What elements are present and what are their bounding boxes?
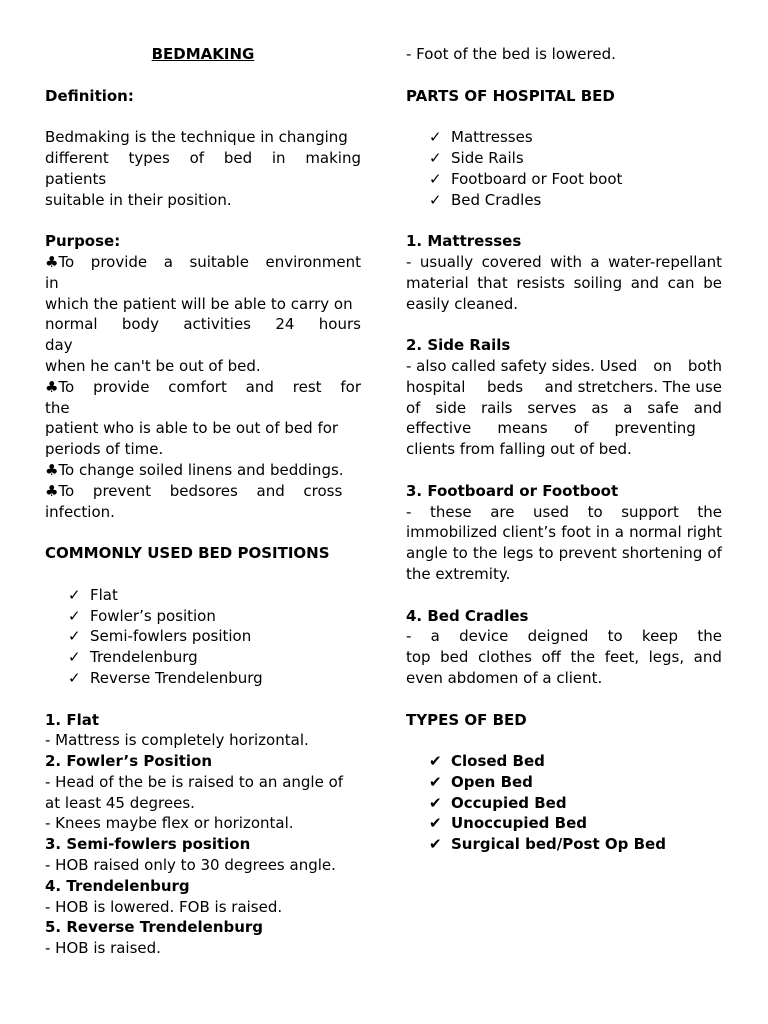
word: and	[693, 648, 722, 667]
text-line: which the patient will be able to carry on	[45, 294, 353, 313]
part-text	[406, 647, 722, 668]
word: legs,	[648, 648, 685, 667]
word: 24	[275, 315, 295, 334]
checklist-item	[45, 585, 361, 606]
word: both	[687, 356, 722, 375]
word: hours	[318, 315, 361, 334]
check-icon: ✓	[429, 148, 442, 167]
word: hospital	[406, 377, 466, 396]
foot-lowered-line: - Foot of the bed is lowered.	[406, 45, 616, 63]
word: top	[406, 648, 431, 667]
checklist-label: Semi-fowlers position	[90, 627, 252, 646]
word: normal	[45, 315, 98, 334]
check-icon: ✔	[429, 752, 442, 771]
checklist-item	[45, 606, 361, 627]
word: foot	[561, 523, 591, 542]
document-title: BEDMAKING	[151, 45, 255, 63]
position-text: - Mattress is completely horizontal.	[45, 731, 309, 750]
word: -	[406, 627, 412, 646]
word: the	[697, 502, 722, 521]
word: provide	[93, 377, 150, 396]
check-icon: ✓	[68, 585, 81, 604]
check-icon: ✓	[429, 128, 442, 147]
text-line: in	[45, 273, 59, 292]
word: types	[128, 148, 170, 167]
checklist-item	[406, 813, 722, 834]
part-details	[406, 231, 722, 709]
checklist-label: Fowler’s position	[90, 606, 216, 625]
word: bed	[223, 148, 253, 167]
word: activities	[183, 315, 251, 334]
word: normal	[629, 523, 682, 542]
word: off	[541, 648, 562, 667]
part-heading: 3. Footboard or Footboot	[406, 481, 619, 500]
word: and stretchers. The use	[544, 377, 722, 396]
word: shortening	[621, 544, 703, 563]
word: to	[587, 502, 603, 521]
part-heading: 1. Mattresses	[406, 232, 522, 251]
check-icon: ✓	[68, 648, 81, 667]
word: that	[477, 273, 508, 292]
text-line: the	[45, 398, 70, 417]
checklist-label: Trendelenburg	[90, 648, 198, 667]
word: body	[121, 315, 160, 334]
checklist-item	[406, 169, 722, 190]
word: with	[550, 252, 582, 271]
word: ♣To	[45, 252, 75, 271]
definition-text	[45, 127, 361, 210]
types-checklist	[406, 751, 722, 855]
position-heading: 5. Reverse Trendelenburg	[45, 918, 264, 937]
word: rest	[292, 377, 322, 396]
text-line: periods of time.	[45, 440, 164, 459]
word: material	[406, 273, 469, 292]
check-icon: ✔	[429, 772, 442, 791]
check-icon: ✔	[429, 814, 442, 833]
part-heading: 4. Bed Cradles	[406, 606, 529, 625]
word: and	[630, 273, 659, 292]
right-column	[406, 44, 722, 855]
word: safe	[647, 398, 679, 417]
text-line: patient who is able to be out of bed for	[45, 419, 339, 438]
checklist-item	[406, 793, 722, 814]
word: feet,	[604, 648, 640, 667]
position-details	[45, 710, 361, 960]
text-line: patients	[45, 169, 107, 188]
word: means	[497, 419, 548, 438]
part-heading: 2. Side Rails	[406, 336, 511, 355]
check-icon: ✓	[68, 668, 81, 687]
word: prevent	[92, 481, 152, 500]
word: used	[533, 502, 570, 521]
checklist-label: Bed Cradles	[451, 190, 542, 209]
checklist-item	[406, 148, 722, 169]
position-text: at least 45 degrees.	[45, 793, 195, 812]
check-icon: ✓	[68, 606, 81, 625]
checklist-label: Mattresses	[451, 128, 533, 147]
types-heading: TYPES OF BED	[406, 710, 527, 729]
word: -	[406, 502, 412, 521]
word: side	[435, 398, 467, 417]
word: usually	[419, 252, 474, 271]
checklist-label: Open Bed	[451, 772, 533, 791]
word: ♣To	[45, 377, 75, 396]
word: a	[430, 627, 440, 646]
position-heading: 4. Trendelenburg	[45, 876, 190, 895]
text-line	[45, 252, 361, 273]
word: resists	[516, 273, 565, 292]
word: - also called safety sides. Used	[406, 356, 638, 375]
position-heading: 2. Fowler’s Position	[45, 752, 213, 771]
checklist-item	[406, 772, 722, 793]
check-icon: ✓	[68, 627, 81, 646]
word: in	[595, 523, 610, 542]
part-text	[406, 626, 722, 647]
positions-checklist	[45, 585, 361, 689]
word: of	[406, 398, 421, 417]
word: on	[653, 356, 672, 375]
checklist-item	[406, 190, 722, 211]
part-text	[406, 356, 722, 377]
text-line: infection.	[45, 502, 115, 521]
position-heading: 3. Semi-fowlers position	[45, 835, 251, 854]
word: client’s	[502, 523, 557, 542]
word: soiling	[573, 273, 623, 292]
word: a	[623, 398, 633, 417]
word: different	[45, 148, 109, 167]
word: legs	[502, 544, 534, 563]
checklist-label: Closed Bed	[451, 752, 545, 771]
word: to	[538, 544, 554, 563]
word: suitable	[189, 252, 249, 271]
text-line: when he can't be out of bed.	[45, 356, 261, 375]
word: a	[590, 252, 600, 271]
text-line: day	[45, 336, 73, 355]
positions-heading: COMMONLY USED BED POSITIONS	[45, 544, 330, 563]
checklist-item	[45, 626, 361, 647]
left-column	[45, 44, 361, 959]
word: for	[340, 377, 361, 396]
part-text	[406, 543, 722, 564]
word: keep	[641, 627, 679, 646]
checklist-item	[45, 647, 361, 668]
word: these	[429, 502, 472, 521]
part-text	[406, 377, 722, 398]
word: cross	[303, 481, 343, 500]
word: -	[406, 252, 412, 271]
purpose-text	[45, 252, 361, 522]
word: provide	[90, 252, 148, 271]
word: and	[256, 481, 285, 500]
word: ♣To	[45, 481, 75, 500]
checklist-item	[45, 668, 361, 689]
part-text	[406, 502, 722, 523]
word: water-repellant	[608, 252, 722, 271]
position-text: - HOB is raised.	[45, 939, 161, 958]
word: rails	[480, 398, 513, 417]
word: a	[163, 252, 173, 271]
word: immobilized	[406, 523, 498, 542]
word: the	[472, 544, 498, 563]
text-line	[45, 314, 361, 335]
word: covered	[481, 252, 542, 271]
text-line: suitable in their position.	[45, 190, 232, 209]
position-text: - HOB raised only to 30 degrees angle.	[45, 856, 336, 875]
part-text	[406, 418, 722, 439]
word: of	[573, 419, 589, 438]
word: serves	[527, 398, 577, 417]
word: in	[271, 148, 286, 167]
word: deigned	[527, 627, 589, 646]
word: environment	[265, 252, 361, 271]
word: as	[591, 398, 609, 417]
checklist-label: Flat	[90, 585, 118, 604]
word: a	[614, 523, 624, 542]
checklist-label: Surgical bed/Post Op Bed	[451, 835, 666, 854]
position-heading: 1. Flat	[45, 710, 100, 729]
word: right	[686, 523, 722, 542]
check-icon: ✔	[429, 793, 442, 812]
text-line: Bedmaking is the technique in changing	[45, 128, 348, 147]
checklist-label: Occupied Bed	[451, 793, 567, 812]
parts-checklist	[406, 127, 722, 210]
position-text: - Knees maybe flex or horizontal.	[45, 814, 294, 833]
word: preventing	[614, 419, 696, 438]
checklist-label: Side Rails	[451, 148, 524, 167]
position-text: - Head of the be is raised to an angle of	[45, 772, 344, 791]
word: of	[189, 148, 205, 167]
part-text: the extremity.	[406, 564, 511, 583]
definition-heading: Definition:	[45, 86, 134, 105]
word: angle	[406, 544, 448, 563]
word: and	[693, 398, 722, 417]
word: bedsores	[169, 481, 238, 500]
part-text	[406, 522, 722, 543]
checklist-label: Unoccupied Bed	[451, 814, 587, 833]
word: bed	[440, 648, 469, 667]
text-line	[45, 481, 361, 502]
word: comfort	[168, 377, 227, 396]
word: the	[570, 648, 596, 667]
parts-heading: PARTS OF HOSPITAL BED	[406, 86, 615, 105]
checklist-label: Reverse Trendelenburg	[90, 668, 263, 687]
word: clothes	[477, 648, 532, 667]
checklist-item	[406, 751, 722, 772]
checklist-label: Footboard or Foot boot	[451, 169, 623, 188]
part-text: easily cleaned.	[406, 294, 519, 313]
part-text	[406, 252, 722, 273]
part-text	[406, 273, 722, 294]
word: of	[707, 544, 722, 563]
purpose-heading: Purpose:	[45, 232, 121, 251]
check-icon: ✓	[429, 169, 442, 188]
word: making	[305, 148, 361, 167]
part-text: clients from falling out of bed.	[406, 440, 632, 459]
word: to	[607, 627, 623, 646]
part-text	[406, 398, 722, 419]
part-text: even abdomen of a client.	[406, 668, 603, 687]
word: are	[490, 502, 515, 521]
position-text: - HOB is lowered. FOB is raised.	[45, 897, 283, 916]
word: to	[452, 544, 468, 563]
word: be	[703, 273, 722, 292]
word: and	[245, 377, 274, 396]
word: can	[667, 273, 695, 292]
text-line	[45, 377, 361, 398]
check-icon: ✔	[429, 835, 442, 854]
text-line: ♣To change soiled linens and beddings.	[45, 460, 344, 479]
checklist-item	[406, 834, 722, 855]
word: effective	[406, 419, 472, 438]
check-icon: ✓	[429, 190, 442, 209]
checklist-item	[406, 127, 722, 148]
word: device	[459, 627, 509, 646]
word: support	[621, 502, 679, 521]
word: beds	[486, 377, 524, 396]
text-line	[45, 148, 361, 169]
word: prevent	[558, 544, 617, 563]
word: the	[697, 627, 722, 646]
